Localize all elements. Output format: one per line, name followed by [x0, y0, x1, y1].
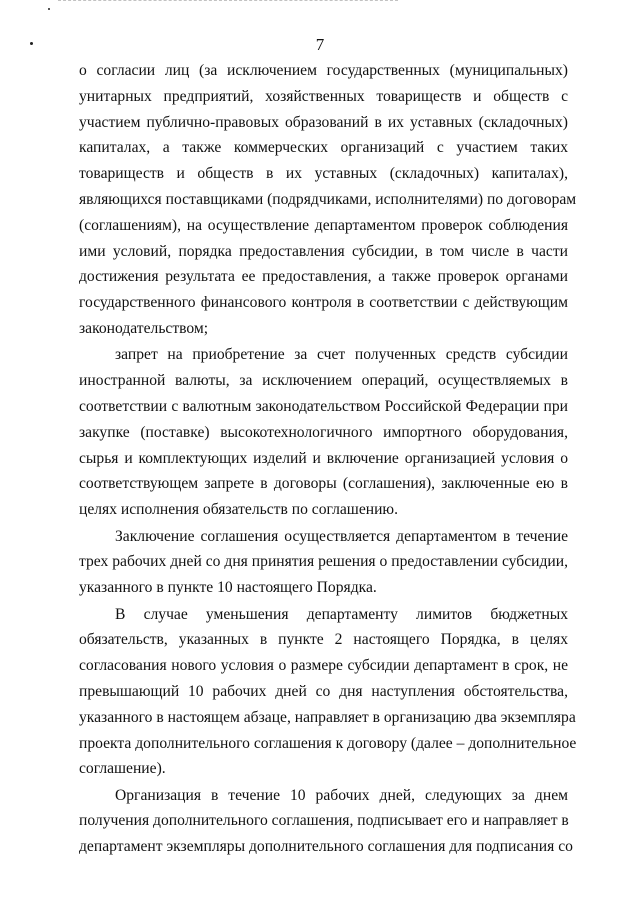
paragraph-agreement-conclusion: [79, 524, 568, 601]
text-line: сырья и комплектующих изделий и включение организацией условия о: [79, 449, 568, 467]
text-line: товариществ и обществ в их уставных (складочных) капиталах),: [79, 165, 568, 183]
text-line: согласования нового условия о размере субсидии департамент в срок, не: [79, 657, 568, 675]
text-line: В случае уменьшения департаменту лимитов бюджетных: [115, 605, 568, 623]
text-line: унитарных предприятий, хозяйственных товариществ и обществ с: [79, 87, 568, 105]
text-line: иностранной валюты, за исключением операций, осуществляемых в: [79, 372, 568, 390]
text-line: закупке (поставке) высокотехнологичного импортного оборудования,: [79, 423, 568, 441]
text-line: превышающий 10 рабочих дней со дня наступления обстоятельства,: [79, 682, 568, 700]
text-line: (соглашениям), на осуществление департаментом проверок соблюдения: [79, 216, 568, 234]
text-line: запрет на приобретение за счет полученных средств субсидии: [115, 346, 568, 364]
document-body: [79, 58, 577, 860]
text-line: достижения результата ее предоставления, а также проверок органами: [79, 268, 568, 286]
scan-top-edge: [58, 0, 398, 2]
paragraph-limits-reduction: [79, 602, 577, 783]
text-line: Организация в течение 10 рабочих дней, следующих за днем: [115, 786, 568, 804]
text-line: являющихся поставщиками (подрядчиками, исполнителями) по договорам: [79, 190, 577, 208]
text-line: участием публично-правовых образований в их уставных (складочных): [79, 113, 568, 131]
paragraph-currency-ban: [79, 342, 568, 523]
page-number: 7: [315, 35, 325, 54]
text-line: Заключение соглашения осуществляется департаментом в течение: [115, 527, 568, 545]
paragraph-continuation: [79, 58, 577, 342]
text-line: проекта дополнительного соглашения к договору (далее – дополнительное: [79, 734, 577, 752]
text-line: соответствии с валютным законодательством Российской Федерации при: [79, 397, 568, 415]
text-line: соответствующем запрете в договоры (соглашения), заключенные ею в: [79, 475, 568, 493]
text-line: государственного финансового контроля в соответствии с действующим: [79, 294, 568, 312]
text-line: трех рабочих дней со дня принятия решения о предоставлении субсидии,: [79, 553, 568, 571]
paragraph-organization-signing: [79, 783, 573, 860]
text-line: обязательств, указанных в пункте 2 настоящего Порядка, в целях: [79, 631, 568, 649]
text-line: о согласии лиц (за исключением государственных (муниципальных): [79, 62, 568, 79]
text-line: ими условий, порядка предоставления субсидии, в том числе в части: [79, 242, 568, 260]
text-line: указанного в настоящем абзаце, направляет в организацию два экземпляра: [79, 708, 576, 726]
text-line: соглашение).: [79, 760, 166, 778]
text-line: законодательством;: [79, 319, 209, 337]
scan-speck: [48, 8, 50, 10]
text-line: целях исполнения обязательств по соглашению.: [79, 501, 398, 519]
text-line: указанного в пункте 10 настоящего Порядка.: [79, 579, 377, 597]
text-line: капиталах, а также коммерческих организаций с участием таких: [79, 139, 568, 157]
text-line: получения дополнительного соглашения, подписывает его и направляет в: [79, 812, 569, 830]
text-line: департамент экземпляры дополнительного соглашения для подписания со: [79, 838, 573, 856]
